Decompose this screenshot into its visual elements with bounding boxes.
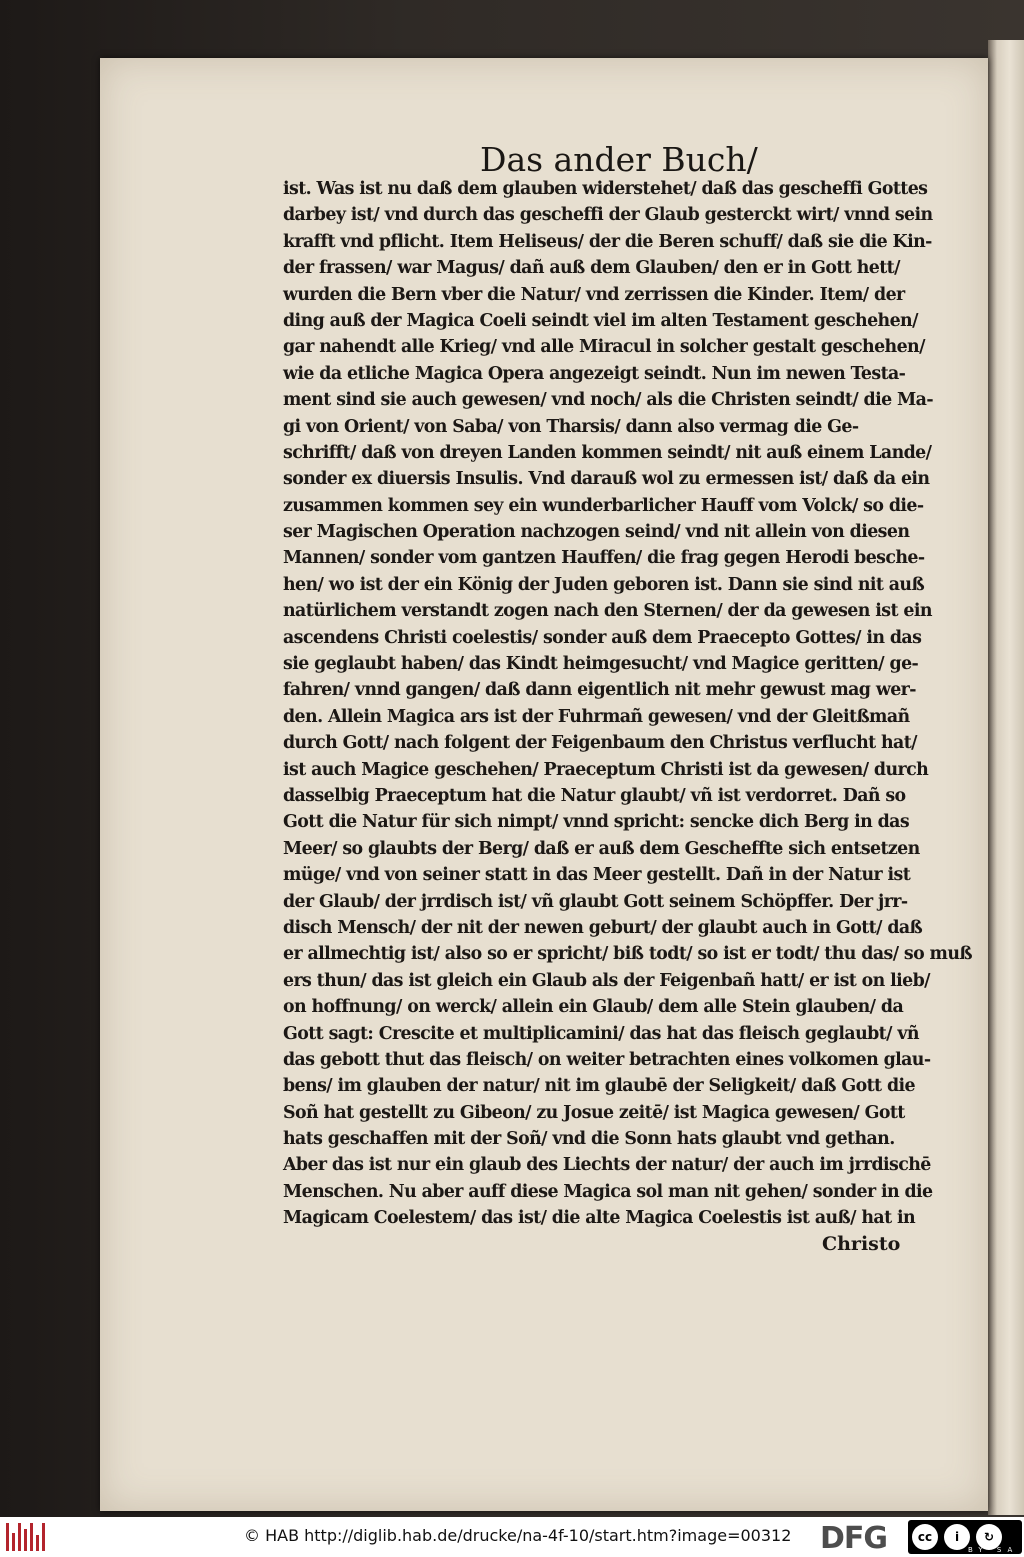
text-line: hen/ wo ist der ein König der Juden geboren ist. Dann sie sind nit auß (283, 574, 925, 595)
text-line: Gott die Natur für sich nimpt/ vnnd spricht: sencke dich Berg in das (283, 812, 910, 833)
text-line: Gott sagt: Crescite et multiplicamini/ das hat das fleisch geglaubt/ vñ (283, 1023, 919, 1044)
running-head: Das ander Buch/ (480, 140, 758, 179)
copyright-link[interactable]: © HAB http://diglib.hab.de/drucke/na-4f-10/start.htm?image=00312 (244, 1526, 792, 1545)
cc-icon: cc (912, 1524, 938, 1550)
text-line: darbey ist/ vnd durch das gescheffi der Glaub gesterckt wirt/ vnnd sein (283, 205, 933, 226)
body-text (283, 176, 972, 1232)
text-line: schrifft/ daß von dreyen Landen kommen seindt/ nit auß einem Lande/ (283, 442, 932, 463)
text-line: dasselbig Praeceptum hat die Natur glaubt/ vñ ist verdorret. Dañ so (283, 785, 906, 806)
text-line: ers thun/ das ist gleich ein Glaub als der Feigenbañ hatt/ er ist on lieb/ (283, 970, 930, 991)
text-line: den. Allein Magica ars ist der Fuhrmañ gewesen/ vnd der Gleitßmañ (283, 706, 910, 727)
text-line: Menschen. Nu aber auff diese Magica sol man nit gehen/ sonder in die (283, 1181, 933, 1202)
catchword: Christo (822, 1233, 901, 1255)
text-line: ment sind sie auch gewesen/ vnd noch/ als die Christen seindt/ die Ma- (283, 390, 933, 411)
hab-logo-icon (6, 1523, 46, 1551)
text-line: krafft vnd pflicht. Item Heliseus/ der die Beren schuff/ daß sie die Kin- (283, 231, 932, 252)
dfg-logo: DFG (820, 1521, 888, 1556)
text-line: gi von Orient/ von Saba/ von Tharsis/ dann also vermag die Ge- (283, 416, 859, 437)
text-line: ding auß der Magica Coeli seindt viel im alten Testament geschehen/ (283, 310, 918, 331)
text-line: sonder ex diuersis Insulis. Vnd darauß wol zu ermessen ist/ daß da ein (283, 469, 930, 490)
text-line: gar nahendt alle Krieg/ vnd alle Miracul in solcher gestalt geschehen/ (283, 337, 925, 358)
text-line: ist. Was ist nu daß dem glauben widerstehet/ daß das gescheffi Gottes (283, 179, 928, 199)
text-line: Soñ hat gestellt zu Gibeon/ zu Josue zeitē/ ist Magica gewesen/ Gott (283, 1102, 905, 1123)
footer-bar (0, 1517, 1024, 1557)
text-line: natürlichem verstandt zogen nach den Sternen/ der da gewesen ist ein (283, 601, 932, 622)
text-line: ist auch Magice geschehen/ Praeceptum Christi ist da gewesen/ durch (283, 759, 929, 780)
text-line: ascendens Christi coelestis/ sonder auß dem Praecepto Gottes/ in das (283, 627, 922, 648)
text-line: Magicam Coelestem/ das ist/ die alte Magica Coelestis ist auß/ hat in (283, 1208, 916, 1229)
text-line: der frassen/ war Magus/ dañ auß dem Glauben/ den er in Gott hett/ (283, 258, 900, 279)
text-line: zusammen kommen sey ein wunderbarlicher Hauff vom Volck/ so die- (283, 495, 924, 516)
cc-license-badge[interactable] (908, 1520, 1022, 1554)
sa-icon: ↻ (976, 1524, 1002, 1550)
text-line: müge/ vnd von seiner statt in das Meer gestellt. Dañ in der Natur ist (283, 865, 911, 886)
text-line: wurden die Bern vber die Natur/ vnd zerrissen die Kinder. Item/ der (283, 284, 905, 305)
text-line: ser Magischen Operation nachzogen seind/ vnd nit allein von diesen (283, 522, 910, 543)
next-page-edge (988, 40, 1024, 1515)
license-text: BY SA (968, 1546, 1019, 1554)
text-line: Meer/ so glaubts der Berg/ daß er auß dem Gescheffte sich entsetzen (283, 838, 920, 859)
text-line: on hoffnung/ on werck/ allein ein Glaub/ dem alle Stein glauben/ da (283, 997, 904, 1018)
text-line: der Glaub/ der jrrdisch ist/ vñ glaubt Gott seinem Schöpffer. Der jrr- (283, 891, 908, 912)
text-line: bens/ im glauben der natur/ nit im glaubē der Seligkeit/ daß Gott die (283, 1076, 915, 1097)
by-icon: i (944, 1524, 970, 1550)
text-line: disch Mensch/ der nit der newen geburt/ der glaubt auch in Gott/ daß (283, 917, 923, 938)
text-line: das gebott thut das fleisch/ on weiter betrachten eines volkomen glau- (283, 1049, 931, 1070)
text-line: fahren/ vnnd gangen/ daß dann eigentlich nit mehr gewust mag wer- (283, 680, 916, 701)
text-line: Aber das ist nur ein glaub des Liechts der natur/ der auch im jrrdischē (283, 1155, 931, 1176)
text-line: hats geschaffen mit der Soñ/ vnd die Sonn hats glaubt vnd gethan. (283, 1129, 895, 1150)
text-line: wie da etliche Magica Opera angezeigt seindt. Nun im newen Testa- (283, 363, 906, 384)
text-line: Mannen/ sonder vom gantzen Hauffen/ die frag gegen Herodi besche- (283, 548, 925, 569)
text-line: er allmechtig ist/ also so er spricht/ biß todt/ so ist er todt/ thu das/ so muß (283, 944, 972, 965)
text-line: durch Gott/ nach folgent der Feigenbaum den Christus verflucht hat/ (283, 733, 917, 754)
text-line: sie geglaubt haben/ das Kindt heimgesucht/ vnd Magice geritten/ ge- (283, 654, 919, 675)
